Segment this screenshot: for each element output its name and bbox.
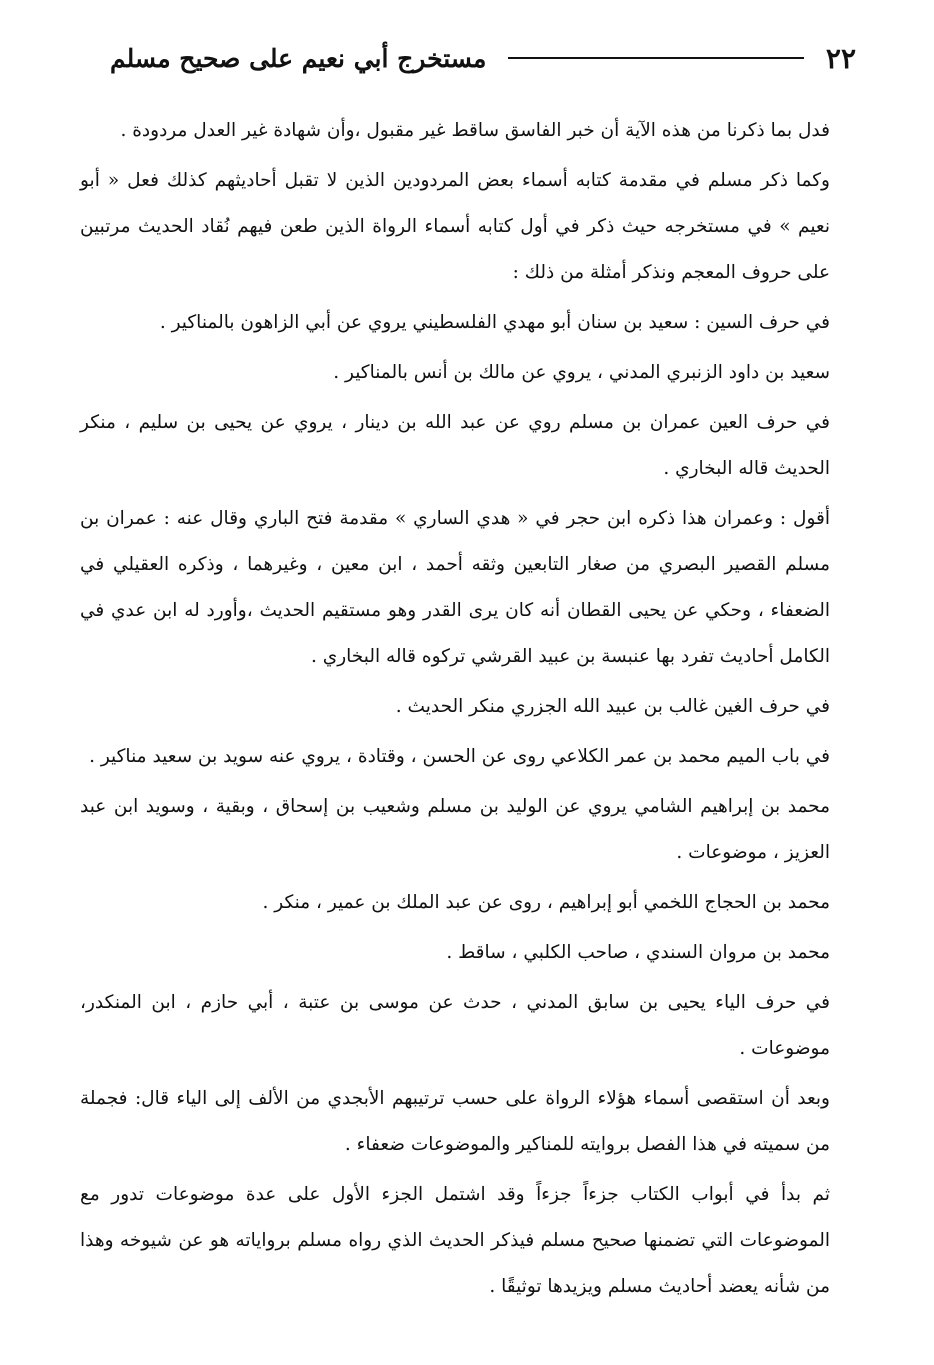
running-title: مستخرج أبي نعيم على صحيح مسلم xyxy=(110,43,487,73)
paragraph: فدل بما ذكرنا من هذه الآية أن خبر الفاسق ساقط غير مقبول ،وأن شهادة غير العدل مردودة . xyxy=(120,120,830,141)
paragraph: سعيد بن داود الزنبري المدني ، يروي عن مالك بن أنس بالمناكير . xyxy=(333,362,830,383)
paragraph: وكما ذكر مسلم في مقدمة كتابه أسماء بعض المردودين الذين لا تقبل أحاديثهم كذلك فعل « أبو نعيم » في مستخرجه حيث ذكر في أول كتابه أسماء الرواة الذين طعن فيهم نُقاد الحديث مرتبين على حروف المعجم ونذكر أمثلة من ذلك : xyxy=(80,170,830,283)
paragraph: في حرف السين : سعيد بن سنان أبو مهدي الفلسطيني يروي عن أبي الزاهون بالمناكير . xyxy=(159,312,830,333)
page-number: ٢٢ xyxy=(825,41,856,75)
paragraph: ثم بدأ في أبواب الكتاب جزءاً جزءاً وقد اشتمل الجزء الأول على عدة موضوعات تدور مع الموضوعات التي تضمنها صحيح مسلم فيذكر الحديث الذي رواه مسلم برواياته هو عن شيوخه وهذا من شأنه يعضد أحاديث مسلم ويزيدها توثيقًا . xyxy=(80,1184,830,1297)
paragraph: وبعد أن استقصى أسماء هؤلاء الرواة على حسب ترتيبهم الأبجدي من الألف إلى الياء قال: فجملة من سميته في هذا الفصل بروايته للمناكير والموضوعات ضعفاء . xyxy=(80,1088,830,1155)
paragraph: محمد بن إبراهيم الشامي يروي عن الوليد بن مسلم وشعيب بن إسحاق ، وبقية ، وسويد ابن عبد العزيز ، موضوعات . xyxy=(80,796,830,863)
paragraph: في حرف العين عمران بن مسلم روي عن عبد الله بن دينار ، يروي عن يحيى بن سليم ، منكر الحديث قاله البخاري . xyxy=(80,412,830,479)
paragraph: في باب الميم محمد بن عمر الكلاعي روى عن الحسن ، وقتادة ، يروي عنه سويد بن سعيد مناكير . xyxy=(89,746,830,767)
paragraph: محمد بن الحجاج اللخمي أبو إبراهيم ، روى عن عبد الملك بن عمير ، منكر . xyxy=(262,892,830,913)
header-rule xyxy=(508,57,803,59)
paragraph: في حرف الغين غالب بن عبيد الله الجزري منكر الحديث . xyxy=(395,696,830,717)
paragraph: أقول : وعمران هذا ذكره ابن حجر في « هدي الساري » مقدمة فتح الباري وقال عنه : عمران بن مسلم القصير البصري من صغار التابعين وثقه أحمد ، ابن معين ، وغيرهما ، وذكره العقيلي في الضعفاء ، وحكي عن يحيى القطان أنه كان يرى القدر وهو مستقيم الحديث ،وأورد له ابن عدي في الكامل أحاديث تفرد بها عنبسة بن عبيد القرشي تركوه قاله البخاري . xyxy=(80,508,830,667)
body-text xyxy=(80,108,858,1314)
page-header xyxy=(110,38,856,78)
paragraph: في حرف الياء يحيى بن سابق المدني ، حدث عن موسى بن عتبة ، أبي حازم ، ابن المنكدر، موضوعات . xyxy=(80,992,830,1059)
paragraph: محمد بن مروان السندي ، صاحب الكلبي ، ساقط . xyxy=(446,942,830,963)
